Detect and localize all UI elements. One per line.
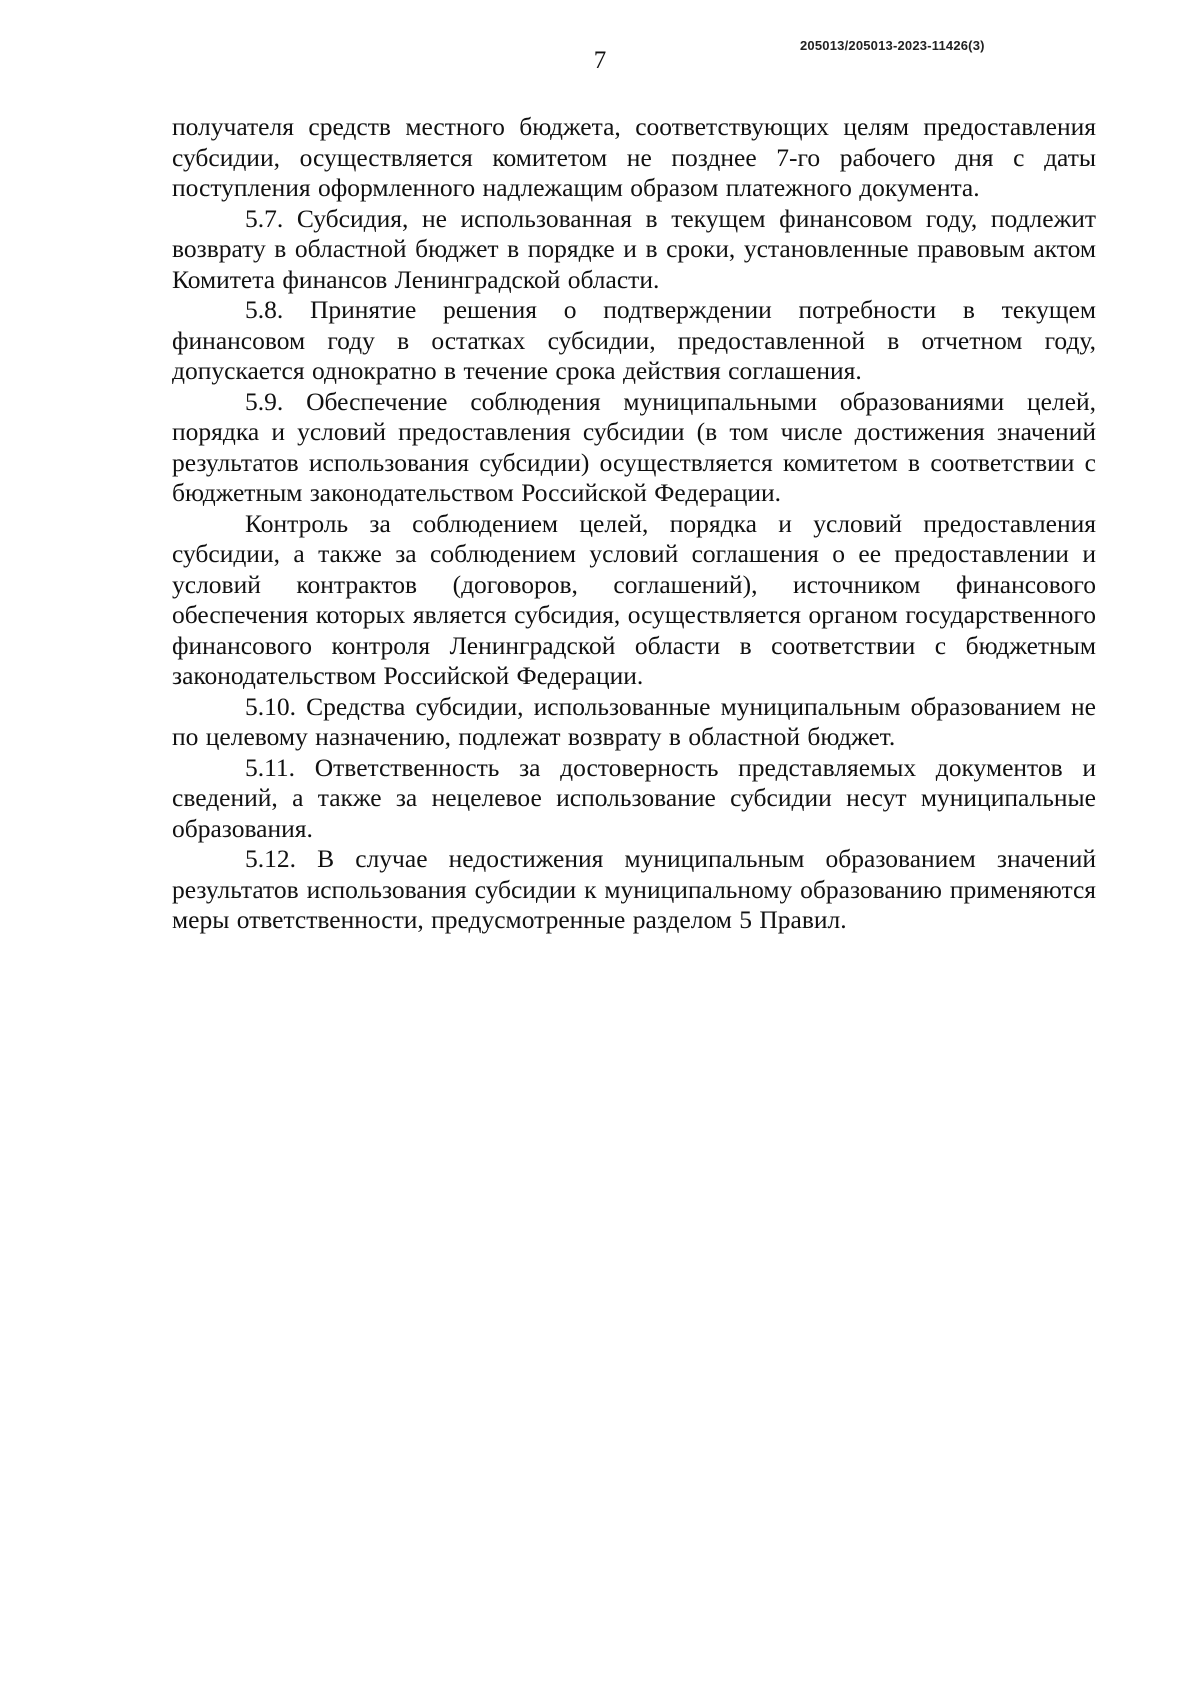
- paragraph-control: Контроль за соблюдением целей, порядка и условий предоставления субсидии, а также за соблюдением условий соглашения о ее предоставлении и условий контрактов (договоров, соглашений), источником финансового обеспечения которых является субсидия, осуществляется органом государственного финансового контроля Ленинградской области в соответствии с бюджетным законодательством Российской Федерации.: [172, 508, 1096, 690]
- paragraph-5-12: 5.12. В случае недостижения муниципальным образованием значений результатов использования субсидии к муниципальному образованию применяются меры ответственности, предусмотренные разделом 5 Правил.: [172, 844, 1096, 934]
- paragraph-5-10: 5.10. Средства субсидии, использованные муниципальным образованием не по целевому назначению, подлежат возврату в областной бюджет.: [172, 691, 1096, 751]
- paragraph-5-11: 5.11. Ответственность за достоверность представляемых документов и сведений, а также за нецелевое использование субсидии несут муниципальные образования.: [172, 752, 1096, 843]
- paragraph-continuation: получателя средств местного бюджета, соответствующих целям предоставления субсидии, осуществляется комитетом не позднее 7-го рабочего дня с даты поступления оформленного надлежащим образом платежного документа.: [172, 112, 1096, 202]
- paragraph-5-9: 5.9. Обеспечение соблюдения муниципальными образованиями целей, порядка и условий предоставления субсидии (в том числе достижения значений результатов использования субсидии) осуществляется комитетом в соответствии с бюджетным законодательством Российской Федерации.: [172, 386, 1096, 507]
- paragraph-5-7: 5.7. Субсидия, не использованная в текущем финансовом году, подлежит возврату в областной бюджет в порядке и в сроки, установленные правовым актом Комитета финансов Ленинградской области.: [172, 203, 1096, 294]
- paragraph-5-8: 5.8. Принятие решения о подтверждении потребности в текущем финансовом году в остатках субсидии, предоставленной в отчетном году, допускается однократно в течение срока действия соглашения.: [172, 295, 1096, 385]
- document-registration-number: 205013/205013-2023-11426(3): [800, 38, 985, 53]
- document-body: [172, 112, 1096, 936]
- page-number: 7: [593, 47, 607, 74]
